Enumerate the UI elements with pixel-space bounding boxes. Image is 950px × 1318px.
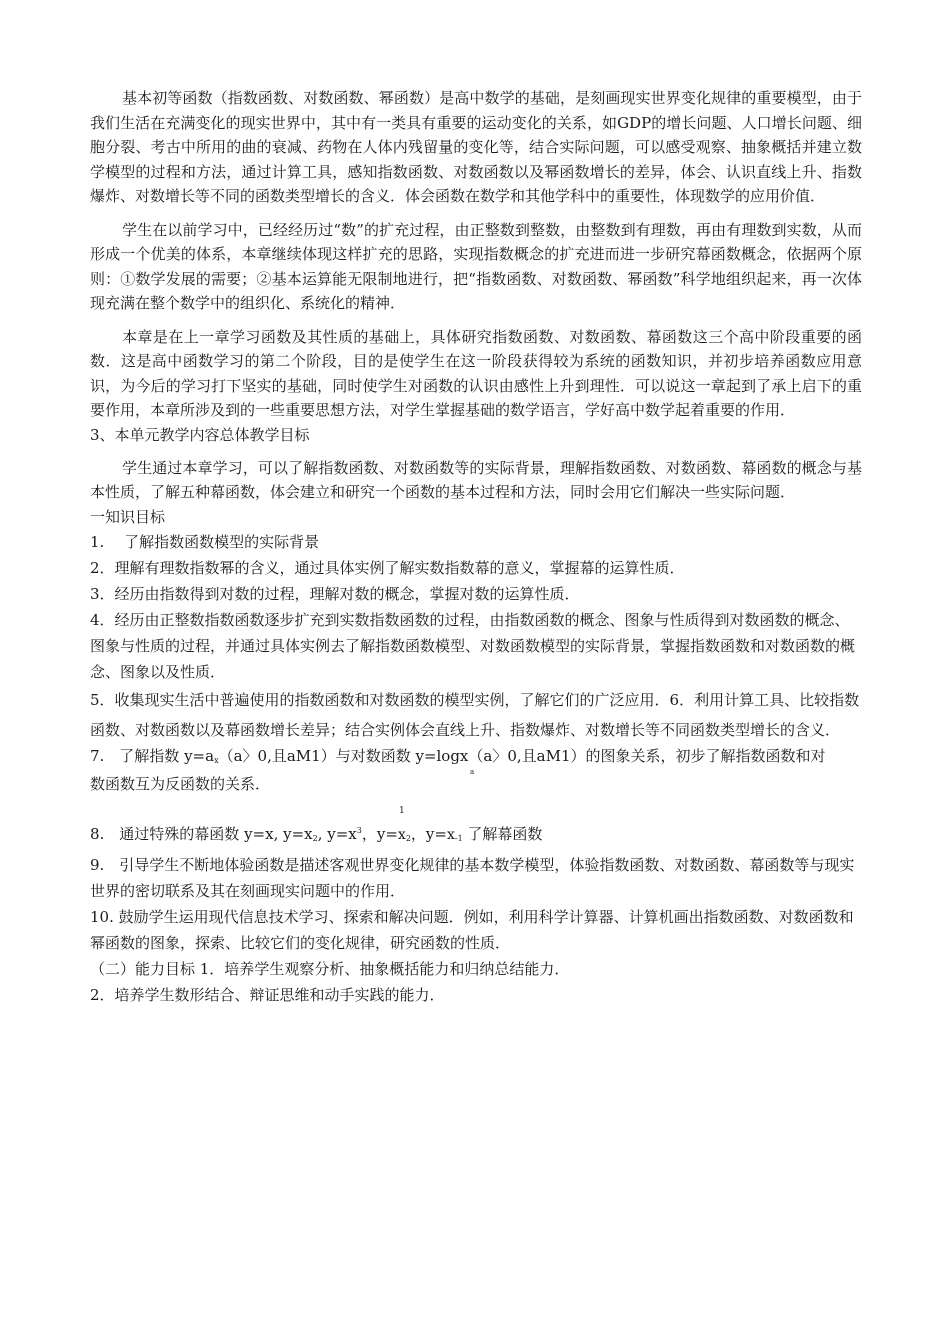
paragraph-intro: 基本初等函数（指数函数、对数函数、幂函数）是高中数学的基础，是刻画现实世界变化规律的重要模型，由于我们生活在充满变化的现实世界中，其中有一类具有重要的运动变化的关系，如GDP的增长问题、人口增长问题、细胞分裂、考古中所用的曲的衰减、药物在人体内残留量的变化等，结合实际问题，可以感受观察、抽象概括并建立数学模型的过程和方法，通过计算工具，感知指数函数、对数函数以及幂函数增长的差异，体会、认识直线上升、指数爆炸、对数增长等不同的函数类型增长的含义．体会函数在数学和其他学科中的重要性，体现数学的应用价值． (90, 89, 862, 205)
goal-8-sub-2b: 2 (405, 833, 411, 843)
goal-7-text-c: 数函数互为反函数的关系． (90, 774, 271, 793)
paragraph-goals: 学生通过本章学习，可以了解指数函数、对数函数等的实际背景，理解指数函数、对数函数、幕函数的概念与基本性质，了解五种幕函数，体会建立和研究一个函数的基本过程和方法，同时会用它们解决一些实际问题． (90, 458, 862, 501)
goal-8-sub-2: 2 (312, 833, 318, 843)
goal-item-9: 9. 引导学生不断地体验函数是描述客观世界变化规律的基本数学模型，体验指数函数、对数函数、幕函数等与现实世界的密切联系及其在刻画现实问题中的作用． (90, 855, 855, 900)
ability-goal-1: （二）能力目标 1．培养学生观察分析、抽象概括能力和归纳总结能力． (90, 959, 570, 978)
log-base-mark: a (470, 767, 475, 776)
goal-item-3: 3．经历由指数得到对数的过程，理解对数的概念，掌握对数的运算性质． (90, 584, 580, 603)
goal-item-5-6: 5．收集现实生活中普遍使用的指数函数和对数函数的模型实例，了解它们的广泛应用．6．利用计算工具、比较指数函数、对数函数以及幕函数增长差异；结合实例体会直线上升、指数爆炸、对数增长等不同函数类型增长的含义． (90, 690, 860, 739)
goal-item-4: 4．经历由正整数指数函数逐步扩充到实数指数函数的过程，由指数函数的概念、图象与性质得到对数函数的概念、图象与性质的过程，并通过具体实例去了解指数函数模型、对数函数模型的实际背景，掌握指数函数和对数函数的概念、图象以及性质． (90, 610, 856, 681)
goal-item-7 (90, 745, 862, 772)
goal-item-1: 1. 了解指数函数模型的实际背景 (90, 532, 320, 551)
goal-7-text-a: 7. 了解指数 y=a (90, 746, 215, 765)
goal-8-text-d: ，y= (410, 824, 447, 843)
goal-8-text-b: , y=x (317, 824, 357, 843)
goal-8-x: x (397, 826, 406, 843)
goal-7-text-b: （a〉0,且aM1）与对数函数 y=logx（a〉0,且aM1）的图象关系，初步了解指数函数和对 (218, 746, 826, 765)
ability-goal-2: 2．培养学生数形结合、辩证思维和动手实践的能力． (90, 985, 445, 1004)
heading-knowledge-goals: 一知识目标 (90, 507, 166, 526)
goal-7-subscript: x (214, 755, 219, 765)
goal-8-text-e: 了解幕函数 (462, 824, 543, 843)
goal-8-text-a: 8. 通过特殊的幕函数 y=x, y=x (90, 824, 313, 843)
goal-item-10: 10. 鼓励学生运用现代信息技术学习、探索和解决问题．例如，利用科学计算器、计算机画出指数函数、对数函数和幂函数的图象，探索、比较它们的变化规律，研究函数的性质． (90, 907, 854, 952)
goal-8-sup-3: 3 (356, 825, 362, 835)
paragraph-number-expansion: 学生在以前学习中，已经经历过“数”的扩充过程，由正整数到整数，由整数到有理数，再由有理数到实数，从而形成一个优美的体系，本章继续体现这样扩充的思路，实现指数概念的扩充进而进一步研究幕函数概念，依据两个原则：①数学发展的需要；②基本运算能无限制地进行，把“指数函数、对数函数、幂函数”科学地组织起来，再一次体现充满在整个数学中的组织化、系统化的精神． (90, 220, 862, 312)
section-heading-goals: 3、本单元教学内容总体教学目标 (90, 425, 310, 444)
goal-8-x2: x (446, 826, 455, 843)
document-page (90, 86, 862, 1008)
paragraph-chapter-role: 本章是在上一章学习函数及其性质的基础上，具体研究指数函数、对数函数、幕函数这三个高中阶段重要的函数．这是高中函数学习的第二个阶段，目的是使学生在这一阶段获得较为系统的函数知识，并初步培养函数应用意识，为今后的学习打下坚实的基础，同时使学生对函数的认识由感性上升到理性．可以说这一章起到了承上启下的重要作用，本章所涉及到的一些重要思想方法，对学生掌握基础的数学语言，学好高中数学起着重要的作用． (90, 327, 862, 419)
goal-item-8 (90, 805, 862, 852)
exponent-numerator: 1 (399, 805, 405, 816)
goal-8-text-c: ，y= (361, 824, 398, 843)
goal-item-2: 2．理解有理数指数幂的含义，通过具体实例了解实数指数幕的意义，掌握幕的运算性质． (90, 558, 685, 577)
goal-8-sub-neg1: -1 (454, 833, 463, 843)
goal-7-note-line (90, 767, 862, 796)
